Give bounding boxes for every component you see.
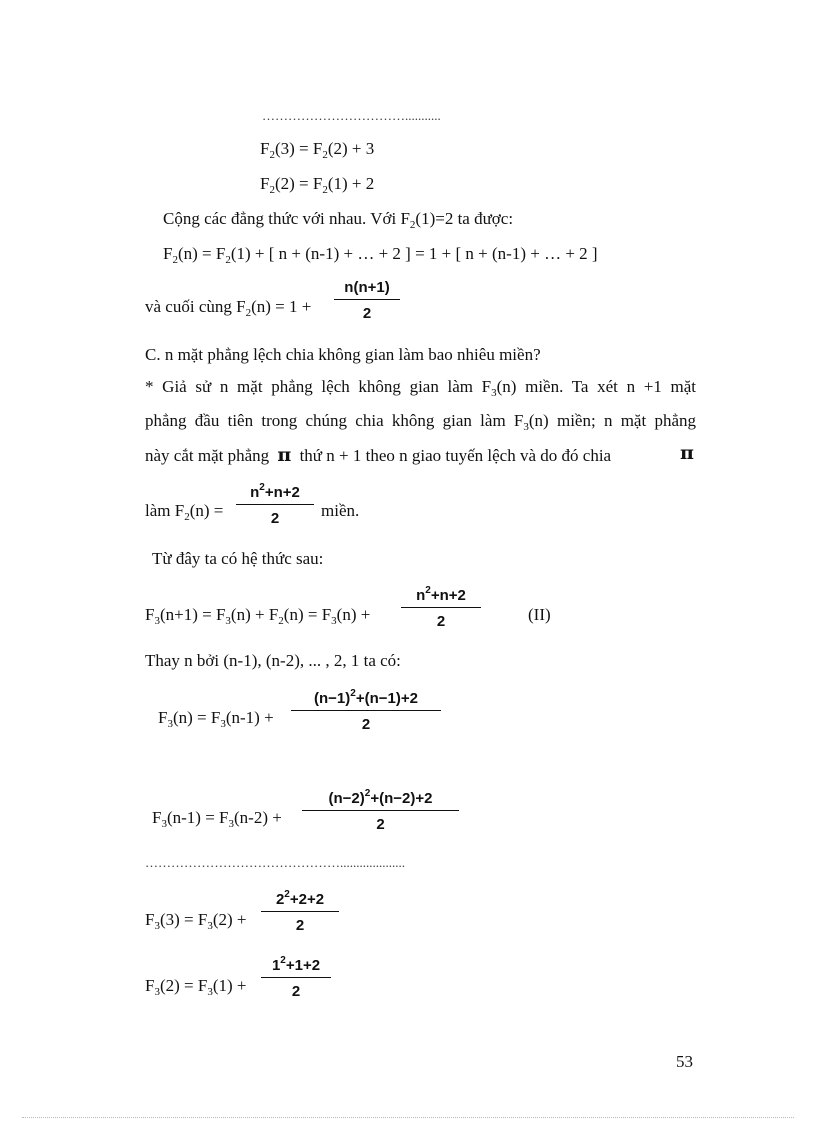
fraction-f3-3: $\frac{2^2+2+2}{2}$ — [261, 891, 339, 934]
paragraph-line-1: * Giả sử n mặt phẳng lệch không gian làm $F_3(n)$ miền. Ta xét n +1 mặt — [145, 377, 696, 399]
equation-f3-n-1: $F_3(n-1) = F_3(n-2)$ + — [152, 808, 282, 830]
equation-f2-n: $F_2(n) = F_2(1)$ + [ n + (n-1) + … + 2 ] = 1 + [ n + (n-1) + … + 2 ] — [163, 244, 598, 266]
paragraph-line-4-end: miền. — [321, 501, 360, 520]
equation-f3-n: $F_3(n) = F_3(n-1)$ + — [158, 708, 274, 730]
section-c-heading: C. n mặt phẳng lệch chia không gian làm bao nhiêu miền? — [145, 345, 541, 364]
bottom-dotted-border — [22, 1117, 794, 1118]
sum-sentence: Cộng các đẳng thức với nhau. Với $F_2(1)=2$ ta được: — [163, 209, 514, 231]
equation-ii: $F_3(n+1) = F_3(n) + F_2(n) = F_3(n)$ + — [145, 605, 371, 627]
fraction-ii: $\frac{n^2+n+2}{2}$ — [401, 587, 481, 630]
fraction-f3-2: $\frac{1^2+1+2}{2}$ — [261, 957, 331, 1000]
equation-f3-3: $F_3(3) = F_3(2)$ + — [145, 910, 247, 932]
dotted-separator-middle: ……………………………………….................... — [145, 855, 405, 870]
pi-symbol: π — [277, 444, 292, 466]
fraction-f3-n: $\frac{(n-1)^2+(n-1)+2}{2}$ — [291, 690, 441, 733]
fraction-n-n-plus-1: $\frac{n(n+1)}{2}$ — [334, 279, 400, 322]
final-formula-text: và cuối cùng $F_2(n) = 1$ + — [145, 297, 312, 319]
pi-symbol-end: π — [680, 442, 694, 464]
dotted-separator-top: ……………………………........... — [262, 108, 441, 123]
equation-f2-2: $F_2(2) = F_2(1) + 2$ — [260, 174, 375, 196]
equation-f3-2: $F_3(2) = F_3(1)$ + — [145, 976, 247, 998]
equation-label-ii: (II) — [528, 605, 551, 624]
fraction-f3-n-1: $\frac{(n-2)^2+(n-2)+2}{2}$ — [302, 790, 459, 833]
equation-f2-3: $F_2(3) = F_2(2) + 3$ — [260, 139, 375, 161]
paragraph-line-3: này cắt mặt phẳng π thứ n + 1 theo n giao tuyến lệch và do đó chia — [145, 444, 612, 466]
paragraph-line-4: làm $F_2(n)$ = — [145, 501, 224, 523]
page-number: 53 — [676, 1052, 693, 1071]
relation-intro: Từ đây ta có hệ thức sau: — [152, 549, 324, 568]
paragraph-line-2: phẳng đầu tiên trong chúng chia không gian làm $F_3(n)$ miền; n mặt phẳng — [145, 411, 697, 433]
fraction-n2-n-2: $\frac{n^2+n+2}{2}$ — [236, 484, 314, 527]
replace-sentence: Thay n bởi (n-1), (n-2), ... , 2, 1 ta có: — [145, 651, 401, 670]
